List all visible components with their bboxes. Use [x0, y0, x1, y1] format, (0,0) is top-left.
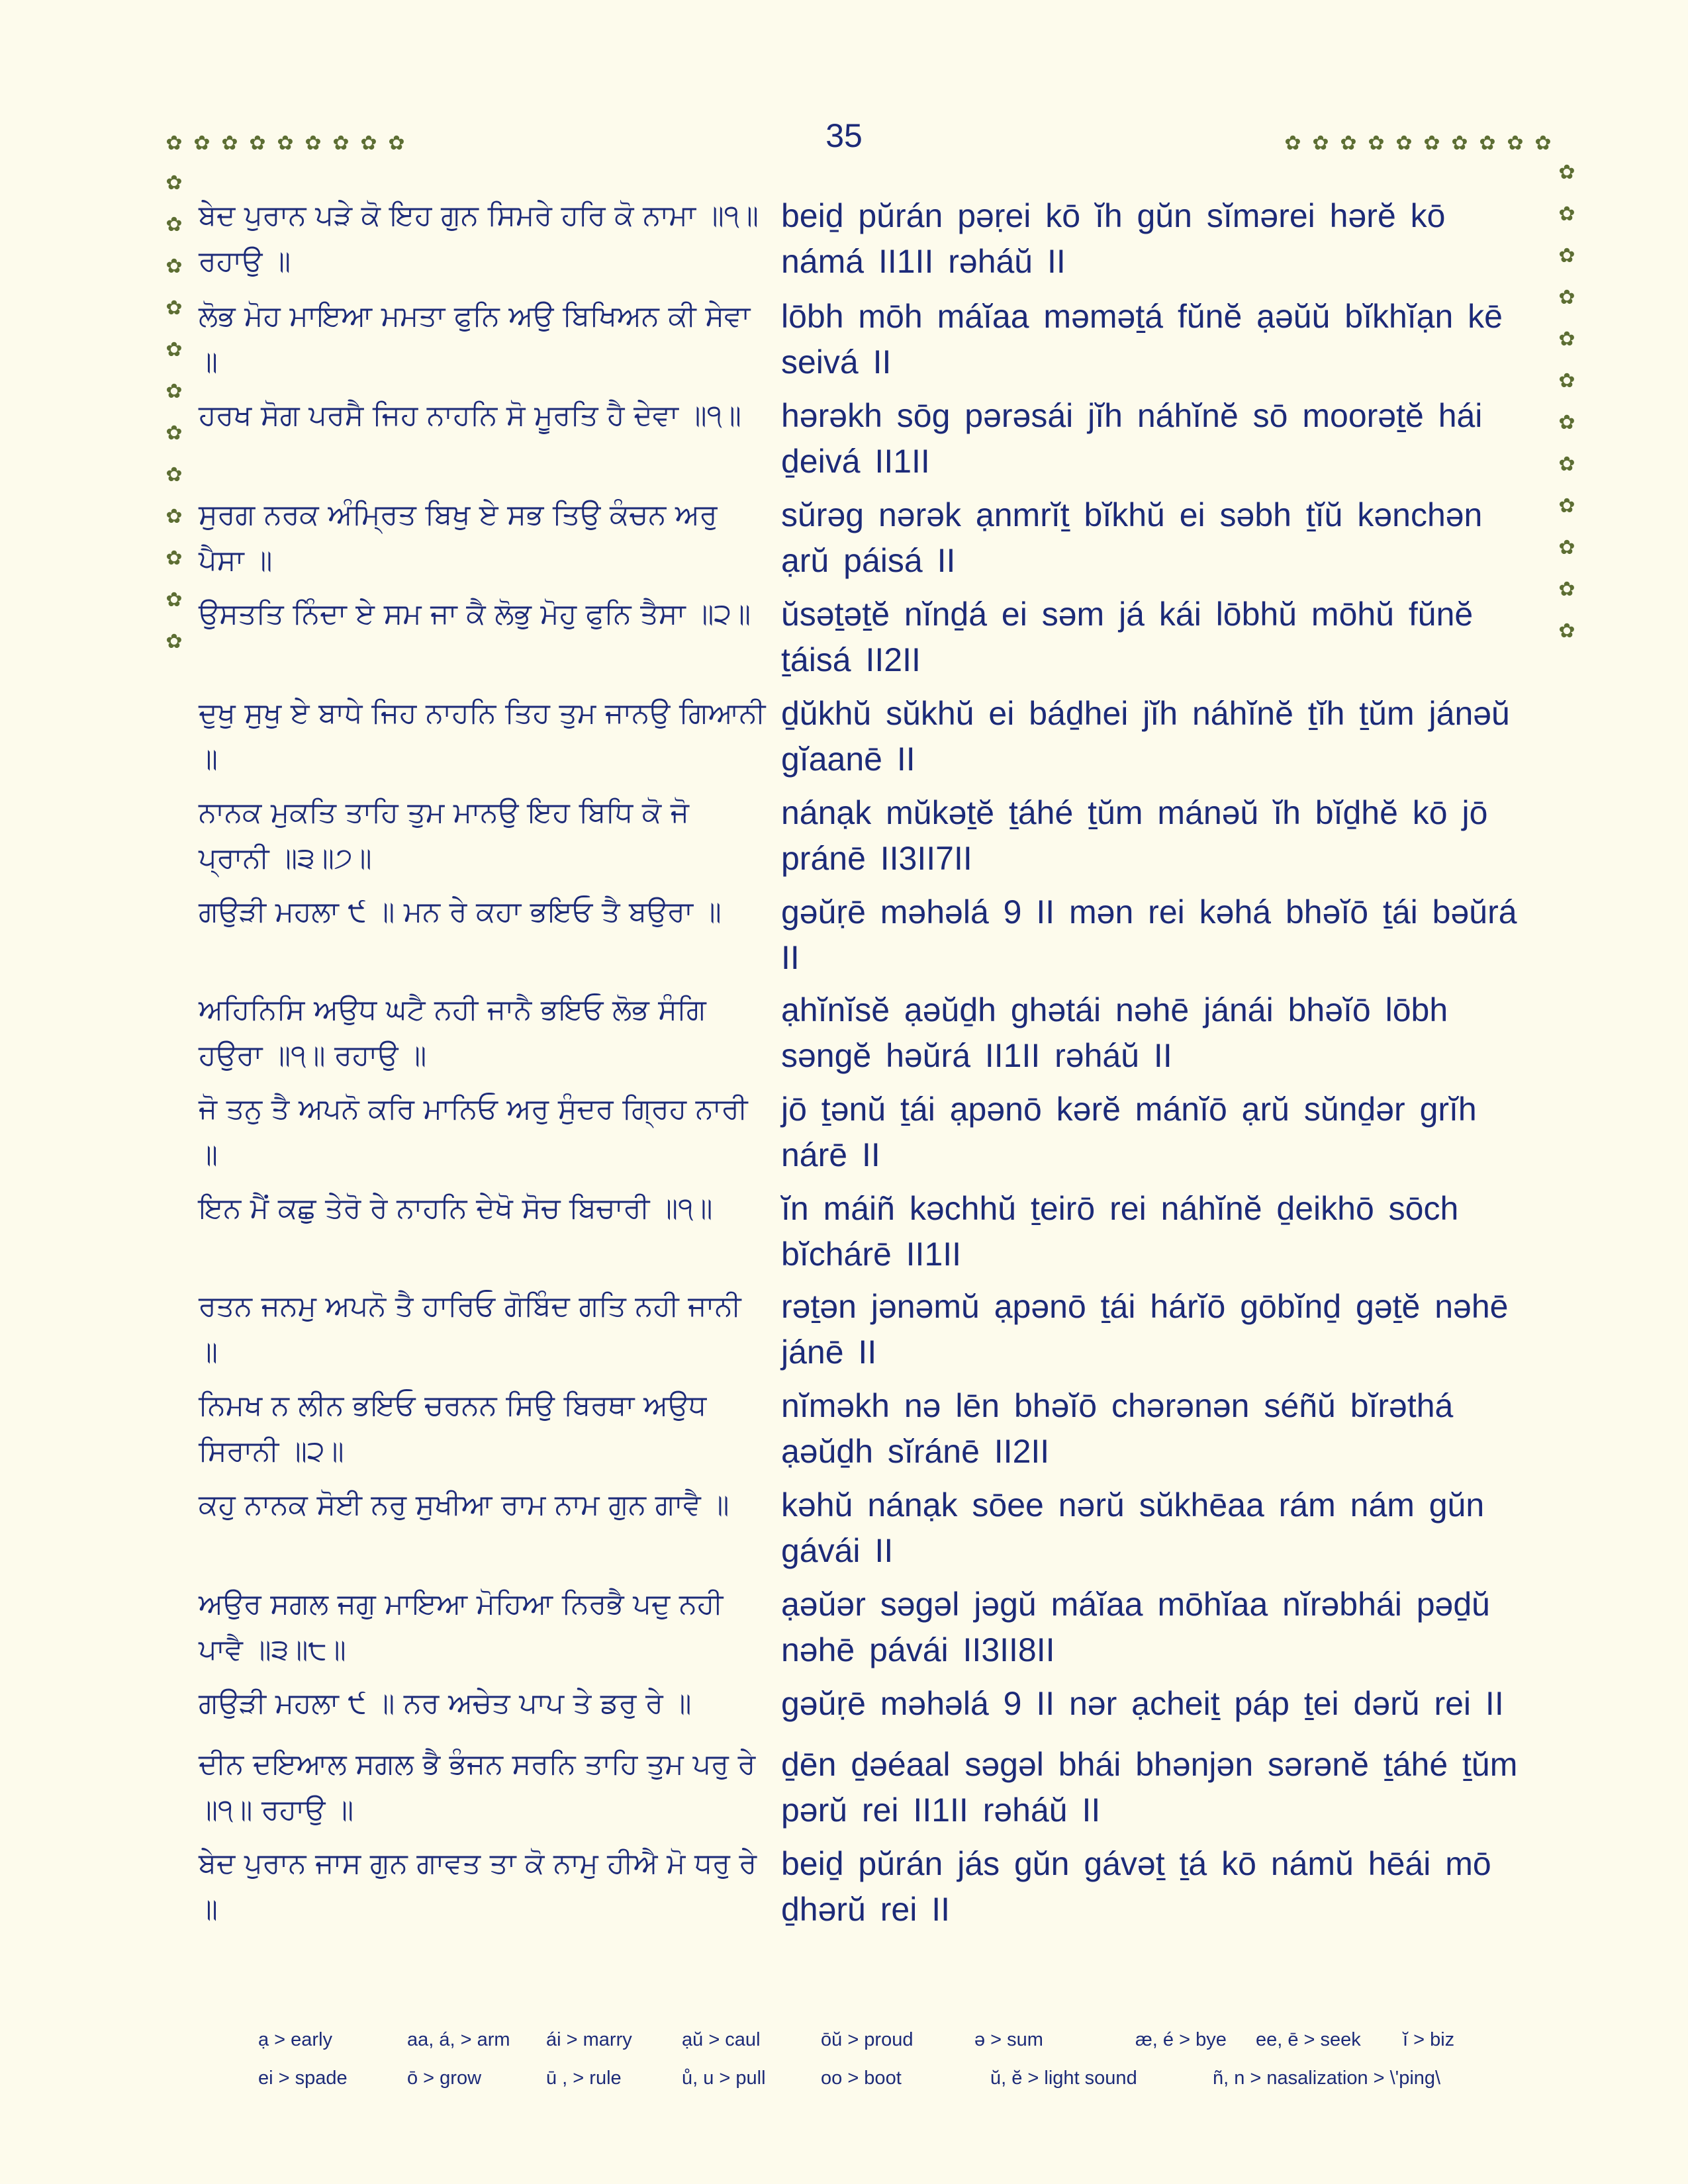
legend-item: ái > marry	[546, 2029, 632, 2050]
flower-icon: ✿	[1507, 132, 1524, 155]
verse-gurmukhi: ਕਹੁ ਨਾਨਕ ਸੋਈ ਨਰੁ ਸੁਖੀਆ ਰਾਮ ਨਾਮ ਗੁਨ ਗਾਵੈ ॥	[199, 1488, 729, 1522]
flower-icon: ✿	[1368, 132, 1385, 155]
verse-row	[199, 1742, 1562, 1841]
legend-item: ei > spade	[258, 2068, 348, 2089]
pronunciation-legend	[258, 2029, 1463, 2106]
legend-item: ĭ > biz	[1403, 2029, 1455, 2050]
verse-gurmukhi: ਅਹਿਨਿਸਿ ਅਉਧ ਘਟੈ ਨਹੀ ਜਾਨੈ ਭਇਓ ਲੋਭ ਸੰਗਿ ਹਉਰਾ ॥੧॥ ਰਹਾਉ ॥	[199, 993, 706, 1072]
verse-row	[199, 393, 1562, 492]
flower-icon: ✿	[1558, 244, 1575, 267]
verse-transliteration: ŭsəṯəṯĕ nĭnḏá ei səm já kái lōbhŭ mōhŭ fŭnĕ ṯáisá II2II	[781, 596, 1474, 678]
verse-row	[199, 492, 1562, 592]
verse-gurmukhi: ਨਿਮਖ ਨ ਲੀਨ ਭਇਓ ਚਰਨਨ ਸਿਉ ਬਿਰਥਾ ਅਉਧ ਸਿਰਾਨੀ ॥੨॥	[199, 1389, 707, 1468]
verse-row	[199, 1841, 1562, 1940]
flower-icon: ✿	[388, 132, 405, 155]
verse-row	[199, 1681, 1562, 1742]
verse-gurmukhi: ਇਨ ਮੈਂ ਕਛੁ ਤੇਰੋ ਰੇ ਨਾਹਨਿ ਦੇਖੋ ਸੋਚ ਬਿਚਾਰੀ ॥੧॥	[199, 1192, 713, 1225]
verse-transliteration: lōbh mōh máĭaa məməṯá fŭnĕ ạəŭŭ bĭkhĭạn kē seivá II	[781, 298, 1503, 381]
verse-gurmukhi: ਜੋ ਤਨੁ ਤੈ ਅਪਨੋ ਕਰਿ ਮਾਨਿਓ ਅਰੁ ਸੁੰਦਰ ਗ੍ਰਿਹ ਨਾਰੀ ॥	[199, 1093, 748, 1171]
flower-icon: ✿	[1558, 203, 1575, 226]
verse-transliteration: ạəŭər səgəl jəgŭ máĭaa mōhĭaa nĭrəbhái pəḏŭ nəhē pávái II3II8II	[781, 1586, 1490, 1668]
verse-gurmukhi: ਦੁਖੁ ਸੁਖੁ ਏ ਬਾਧੇ ਜਿਹ ਨਾਹਨਿ ਤਿਹ ਤੁਮ ਜਾਨਉ ਗਿਆਨੀ ॥	[199, 697, 766, 776]
verse-row	[199, 1482, 1562, 1582]
legend-row	[258, 2068, 1463, 2106]
verse-gurmukhi: ਸੁਰਗ ਨਰਕ ਅੰਮ੍ਰਿਤ ਬਿਖੁ ਏ ਸਭ ਤਿਉ ਕੰਚਨ ਅਰੁ ਪੈਸਾ ॥	[199, 498, 718, 577]
flower-icon: ✿	[1558, 286, 1575, 309]
legend-item: aa, á, > arm	[407, 2029, 510, 2050]
verse-row	[199, 1087, 1562, 1186]
verse-gurmukhi: ਰਤਨ ਜਨਮੁ ਅਪਨੋ ਤੈ ਹਾਰਿਓ ਗੋਬਿੰਦ ਗਤਿ ਨਹੀ ਜਾਨੀ ॥	[199, 1290, 741, 1369]
verse-transliteration: rəṯən jənəmŭ ạpənō ṯái hárĭō gōbĭnḏ gəṯĕ nəhē jánē II	[781, 1288, 1509, 1371]
legend-item: æ, é > bye	[1135, 2029, 1227, 2050]
verse-transliteration: gəŭṛē məhəlá 9 II nər ạcheiṯ páp ṯei dərŭ rei II	[781, 1685, 1504, 1722]
flower-icon: ✿	[277, 132, 294, 155]
verse-row	[199, 294, 1562, 393]
flower-icon: ✿	[1558, 411, 1575, 434]
flower-icon: ✿	[221, 132, 238, 155]
flower-icon: ✿	[165, 547, 183, 570]
verse-row	[199, 790, 1562, 889]
flower-icon: ✿	[165, 338, 183, 361]
verse-transliteration: beiḏ pŭrán pəṛei kō ĭh gŭn sĭmərei hərĕ kō námá II1II rəháŭ II	[781, 197, 1446, 280]
verse-transliteration: ĭn máiñ kəchhŭ ṯeirō rei náhĭnĕ ḏeikhō sōch bĭchárē II1II	[781, 1190, 1459, 1273]
flower-icon: ✿	[165, 213, 183, 236]
verse-row	[199, 1186, 1562, 1284]
flower-icon: ✿	[165, 422, 183, 445]
flower-icon: ✿	[1558, 369, 1575, 392]
verse-gurmukhi: ਗਉੜੀ ਮਹਲਾ ੯ ॥ ਨਰ ਅਚੇਤ ਪਾਪ ਤੇ ਡਰੁ ਰੇ ॥	[199, 1687, 692, 1720]
legend-item: ñ, n > nasalization > \'ping\	[1213, 2068, 1441, 2089]
flower-icon: ✿	[1558, 494, 1575, 518]
legend-item: ạŭ > caul	[682, 2029, 761, 2050]
flower-icon: ✿	[1312, 132, 1329, 155]
legend-item: ạ > early	[258, 2029, 333, 2050]
flower-icon: ✿	[165, 132, 183, 155]
legend-item: oo > boot	[821, 2068, 902, 2089]
flower-icon: ✿	[1395, 132, 1413, 155]
legend-item: ů, u > pull	[682, 2068, 766, 2089]
flower-icon: ✿	[165, 171, 183, 195]
flower-icon: ✿	[1340, 132, 1357, 155]
verse-row	[199, 691, 1562, 790]
legend-item: ū , > rule	[546, 2068, 622, 2089]
verse-transliteration: beiḏ pŭrán jás gŭn gávəṯ ṯá kō námŭ hēái mō ḏhərŭ rei II	[781, 1845, 1491, 1928]
verse-transliteration: ḏēn ḏəéaal səgəl bhái bhənjən sərənĕ ṯáhé ṯŭm pərŭ rei II1II rəháŭ II	[781, 1746, 1518, 1829]
verse-row	[199, 987, 1562, 1087]
flower-icon: ✿	[1558, 453, 1575, 476]
legend-item: ōŭ > proud	[821, 2029, 914, 2050]
flower-icon: ✿	[1451, 132, 1468, 155]
flower-icon: ✿	[249, 132, 266, 155]
legend-item: ō > grow	[407, 2068, 482, 2089]
flower-icon: ✿	[1558, 328, 1575, 351]
verse-gurmukhi: ਉਸਤਤਿ ਨਿੰਦਾ ਏ ਸਮ ਜਾ ਕੈ ਲੋਭੁ ਮੋਹੁ ਫੁਨਿ ਤੈਸਾ ॥੨॥	[199, 598, 751, 631]
verse-list	[199, 193, 1562, 1940]
legend-item: ə > sum	[974, 2029, 1043, 2050]
verse-gurmukhi: ਬੇਦ ਪੁਰਾਨ ਪੜੇ ਕੋ ਇਹ ਗੁਨ ਸਿਮਰੇ ਹਰਿ ਕੋ ਨਾਮਾ ॥੧॥ ਰਹਾਉ ॥	[199, 199, 759, 278]
legend-item: ee, ē > seek	[1256, 2029, 1361, 2050]
verse-transliteration: hərəkh sōg pərəsái jĭh náhĭnĕ sō moorəṯĕ hái ḏeivá II1II	[781, 397, 1483, 480]
flower-icon: ✿	[1284, 132, 1301, 155]
verse-row	[199, 1582, 1562, 1681]
flower-icon: ✿	[165, 630, 183, 653]
verse-transliteration: sŭrəg nərək ạnmrĭṯ bĭkhŭ ei səbh ṯĭŭ kənchən ạrŭ páisá II	[781, 496, 1483, 579]
verse-transliteration: ḏŭkhŭ sŭkhŭ ei báḏhei jĭh náhĭnĕ ṯĭh ṯŭm jánəŭ gĭaanē II	[781, 695, 1510, 778]
flower-icon: ✿	[1479, 132, 1496, 155]
flower-icon: ✿	[193, 132, 211, 155]
flower-icon: ✿	[1423, 132, 1440, 155]
flower-icon: ✿	[1558, 161, 1575, 184]
flower-icon: ✿	[1558, 536, 1575, 559]
verse-gurmukhi: ਲੋਭ ਮੋਹ ਮਾਇਆ ਮਮਤਾ ਫੁਨਿ ਅਉ ਬਿਖਿਅਨ ਕੀ ਸੇਵਾ ॥	[199, 300, 751, 379]
flower-icon: ✿	[305, 132, 322, 155]
verse-row	[199, 889, 1562, 987]
flower-icon: ✿	[332, 132, 350, 155]
verse-transliteration: nĭməkh nə lēn bhəĭō chərənən séñŭ bĭrəthá ạəŭḏh sĭránē II2II	[781, 1387, 1454, 1470]
verse-gurmukhi: ਨਾਨਕ ਮੁਕਤਿ ਤਾਹਿ ਤੁਮ ਮਾਨਉ ਇਹ ਬਿਧਿ ਕੋ ਜੋ ਪ੍ਰਾਨੀ ॥੩॥੭॥	[199, 796, 689, 875]
verse-gurmukhi: ਹਰਖ ਸੋਗ ਪਰਸੈ ਜਿਹ ਨਾਹਨਿ ਸੋ ਮੂਰਤਿ ਹੈ ਦੇਵਾ ॥੧॥	[199, 399, 741, 432]
flower-icon: ✿	[1558, 619, 1575, 643]
flower-icon: ✿	[165, 255, 183, 278]
flower-icon: ✿	[165, 588, 183, 612]
legend-row	[258, 2029, 1463, 2068]
verse-gurmukhi: ਦੀਨ ਦਇਆਲ ਸਗਲ ਭੈ ਭੰਜਨ ਸਰਨਿ ਤਾਹਿ ਤੁਮ ਪਰੁ ਰੇ ॥੧॥ ਰਹਾਉ ॥	[199, 1748, 756, 1827]
verse-gurmukhi: ਅਉਰ ਸਗਲ ਜਗੁ ਮਾਇਆ ਮੋਹਿਆ ਨਿਰਭੈ ਪਦੁ ਨਹੀ ਪਾਵੈ ॥੩॥੮॥	[199, 1588, 724, 1666]
flower-icon: ✿	[165, 463, 183, 486]
verse-transliteration: kəhŭ nánạk sōee nərŭ sŭkhēaa rám nám gŭn gávái II	[781, 1486, 1485, 1569]
verse-row	[199, 1284, 1562, 1383]
flower-icon: ✿	[165, 505, 183, 528]
verse-row	[199, 193, 1562, 294]
verse-row	[199, 1383, 1562, 1482]
flower-icon: ✿	[1534, 132, 1552, 155]
page-number: 35	[825, 117, 863, 154]
verse-gurmukhi: ਬੇਦ ਪੁਰਾਨ ਜਾਸ ਗੁਨ ਗਾਵਤ ਤਾ ਕੋ ਨਾਮੁ ਹੀਐ ਮੋ ਧਰੁ ਰੇ ॥	[199, 1847, 757, 1926]
verse-transliteration: nánạk mŭkəṯĕ ṯáhé ṯŭm mánəŭ ĭh bĭḏhĕ kō jō pránē II3II7II	[781, 794, 1488, 877]
flower-icon: ✿	[165, 380, 183, 403]
verse-transliteration: jō ṯənŭ ṯái ạpənō kərĕ mánĭō ạrŭ sŭnḏər grĭh nárē II	[781, 1091, 1477, 1173]
flower-icon: ✿	[1558, 578, 1575, 601]
verse-transliteration: ạhĭnĭsĕ ạəŭḏh ghətái nəhē jánái bhəĭō lōbh səngĕ həŭrá II1II rəháŭ II	[781, 991, 1448, 1074]
legend-item: ŭ, ĕ > light sound	[990, 2068, 1137, 2089]
flower-icon: ✿	[360, 132, 377, 155]
verse-gurmukhi: ਗਉੜੀ ਮਹਲਾ ੯ ॥ ਮਨ ਰੇ ਕਹਾ ਭਇਓ ਤੈ ਬਉਰਾ ॥	[199, 895, 722, 929]
flower-icon: ✿	[165, 296, 183, 320]
verse-transliteration: gəŭṛē məhəlá 9 II mən rei kəhá bhəĭō ṯái bəŭrá II	[781, 893, 1517, 976]
verse-row	[199, 592, 1562, 691]
